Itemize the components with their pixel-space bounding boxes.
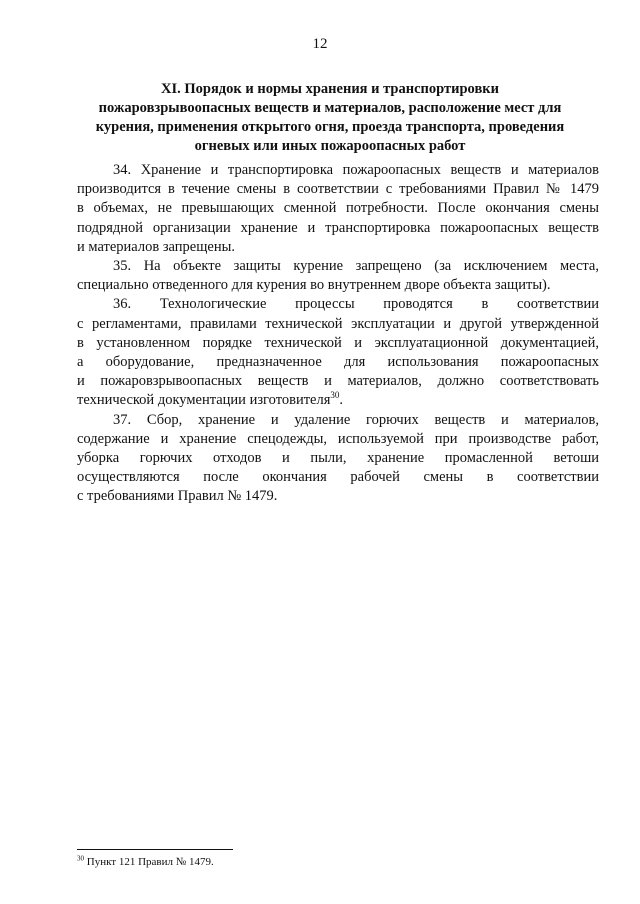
paragraph-line: содержание и хранение спецодежды, используемой при производстве работ, [77, 430, 599, 447]
heading-line: огневых или иных пожароопасных работ [194, 138, 466, 154]
paragraph-line: с регламентами, правилами технической эксплуатации и другой утвержденной [77, 315, 599, 332]
paragraph-line: и материалов запрещены. [77, 238, 235, 255]
paragraph-line-end: . [339, 392, 344, 409]
paragraph-line: уборка горючих отходов и пыли, хранение промасленной ветоши [77, 450, 599, 467]
footnote-divider [77, 849, 233, 850]
paragraph-line: 34. Хранение и транспортировка пожароопасных веществ и материалов [113, 162, 599, 178]
paragraph-line-with-footnote [77, 391, 599, 410]
heading-line: курения, применения открытого огня, проезда транспорта, проведения [95, 119, 565, 135]
heading-line: XI. Порядок и нормы хранения и транспортировки [161, 81, 499, 97]
paragraph-line: подрядной организации хранение и транспортировка пожароопасных веществ [77, 219, 599, 236]
footnote-reference[interactable]: 30 [330, 390, 340, 401]
section-heading [60, 80, 600, 156]
page-number: 12 [312, 36, 328, 52]
paragraph-line: производится в течение смены в соответствии с требованиями Правил № 1479 [77, 181, 599, 198]
paragraph-35 [77, 257, 599, 295]
paragraph-line: 37. Сбор, хранение и удаление горючих веществ и материалов, [113, 411, 599, 428]
heading-line: пожаровзрывоопасных веществ и материалов, расположение мест для [98, 100, 562, 116]
footnote-number: 30 [77, 854, 84, 863]
paragraph-34 [77, 161, 599, 257]
paragraph-line: осуществляются после окончания рабочей смены в соответствии [77, 469, 599, 486]
footnote-text: Пункт 121 Правил № 1479. [84, 856, 214, 868]
footnote [77, 856, 214, 868]
paragraph-line: в объемах, не превышающих сменной потребности. После окончания смены [77, 200, 599, 217]
document-body [77, 161, 599, 507]
paragraph-36 [77, 295, 599, 410]
paragraph-line: 35. На объекте защиты курение запрещено (за исключением места, [113, 258, 599, 275]
paragraph-line: и пожаровзрывоопасных веществ и материалов, должно соответствовать [77, 373, 599, 390]
paragraph-line: специально отведенного для курения во внутреннем дворе объекта защиты). [77, 277, 551, 294]
paragraph-line: с требованиями Правил № 1479. [77, 488, 278, 505]
paragraph-line: 36. Технологические процессы проводятся в соответствии [113, 296, 599, 313]
paragraph-line: в установленном порядке технической и эксплуатационной документацией, [77, 334, 599, 351]
paragraph-line-text: технической документации изготовителя [77, 392, 331, 409]
paragraph-37 [77, 411, 599, 507]
paragraph-line: а оборудование, предназначенное для использования пожароопасных [77, 354, 599, 371]
